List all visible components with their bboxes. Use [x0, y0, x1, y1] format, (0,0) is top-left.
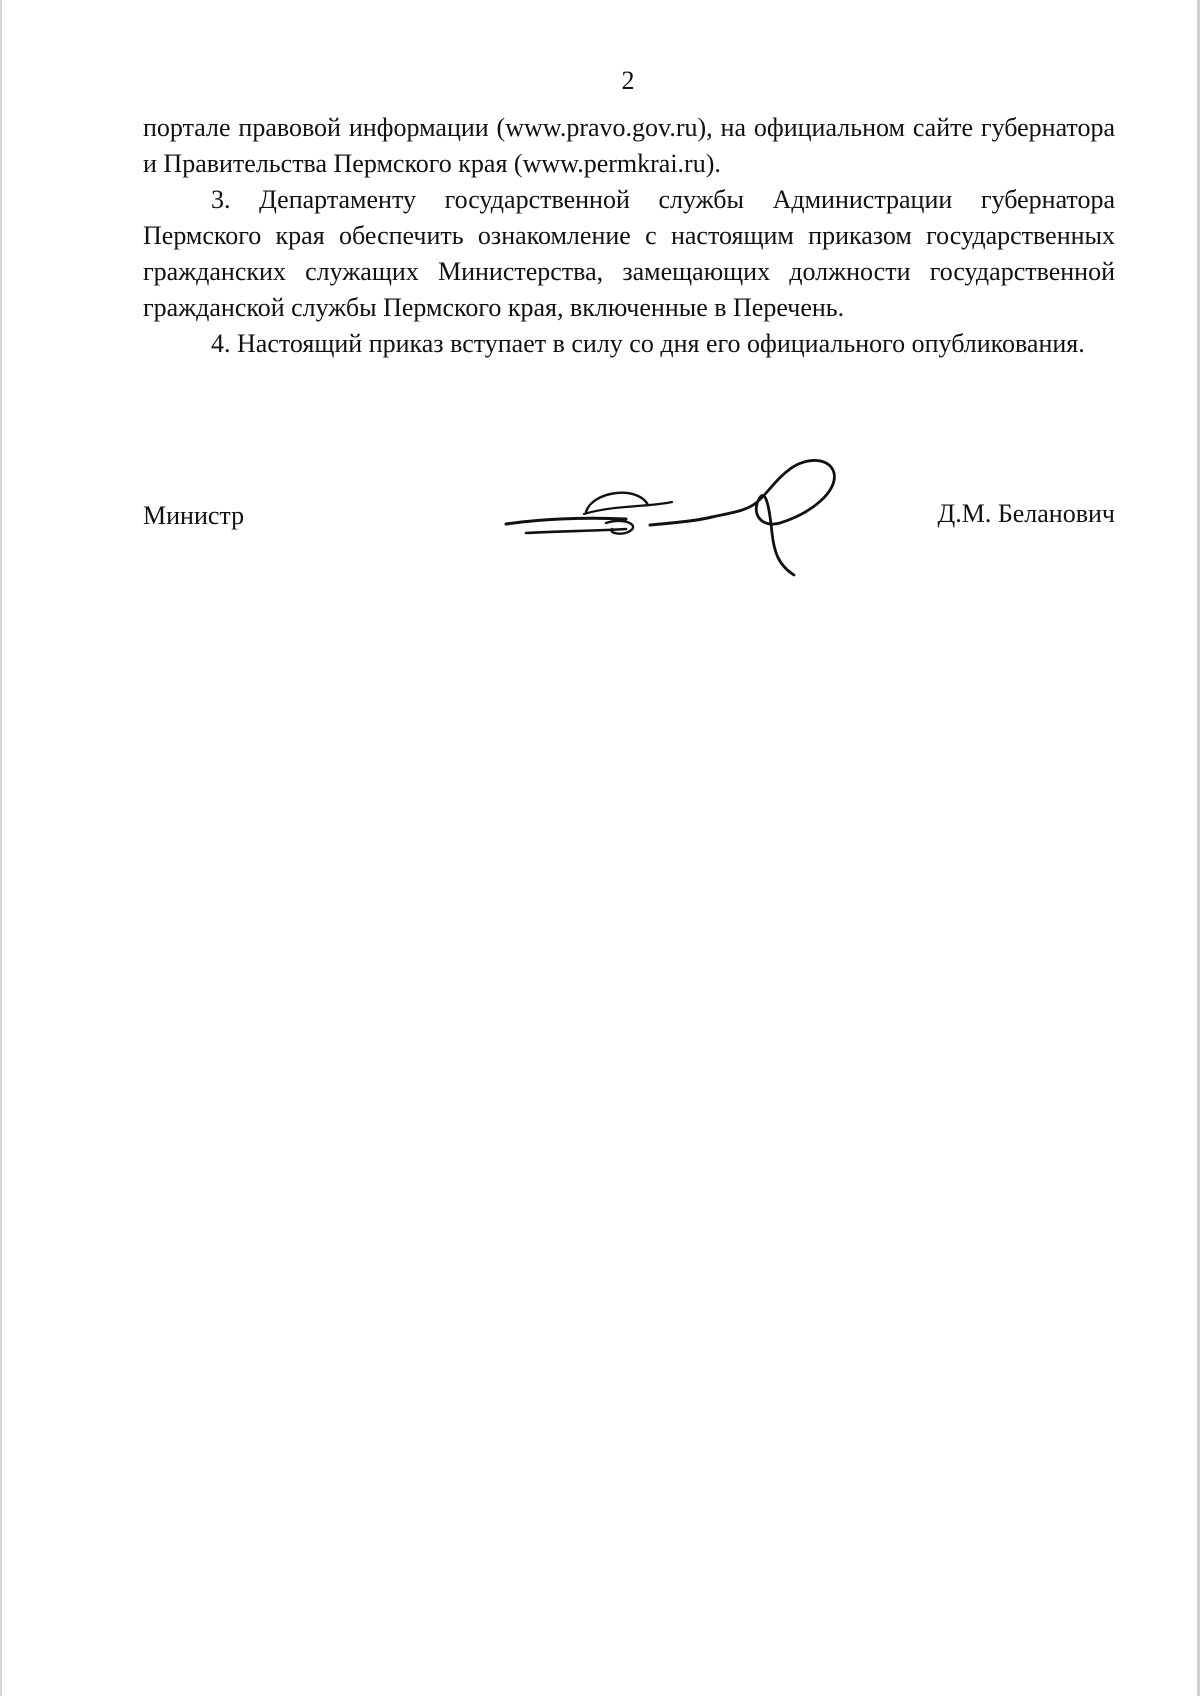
scan-edge-left	[0, 0, 2, 1696]
paragraph-item-4: 4. Настоящий приказ вступает в силу со дня его официального опубликования.	[211, 329, 1085, 358]
paragraph-item-3: 3. Департаменту государственной службы Администрации губернатора Пермского края обеспечить ознакомление с настоящим приказом государственных гражданских служащих Министерства, замещающих должности государственной гражданской службы Пермского края, включенные в Перечень.	[143, 185, 1115, 322]
page-number: 2	[621, 66, 635, 95]
handwritten-signature	[500, 455, 852, 580]
paragraph-continuation: порталe правовой информации (www.pravo.gov.ru), на официальном сайте губернатора и Правительства Пермского края (www.permkrai.ru).	[143, 113, 1115, 178]
document-body	[143, 110, 1115, 362]
signatory-name: Д.М. Беланович	[937, 499, 1115, 528]
signatory-title: Министр	[143, 501, 245, 530]
